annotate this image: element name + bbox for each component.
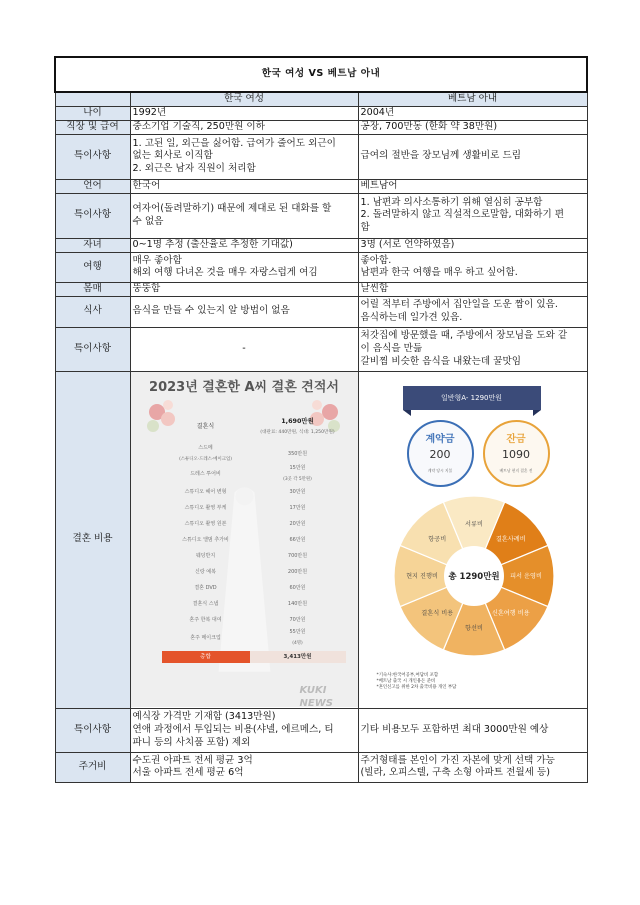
- estimate-item-amount: 66만원: [289, 536, 306, 543]
- text-line: 연애 과정에서 투입되는 비용(샤넬, 에르메스, 티: [132, 723, 334, 735]
- korean-children: 0~1명 추정 (출산율로 추정한 기대값): [130, 238, 358, 252]
- row-label-special4: 특이사항: [55, 708, 130, 752]
- row-label-job: 직장 및 급여: [55, 120, 130, 134]
- estimate-item-amount: 15만원: [289, 464, 306, 471]
- korean-travel: [130, 252, 358, 282]
- estimate-title: 2023년 결혼한 A씨 결혼 견적서: [149, 380, 339, 396]
- estimate-item-name: 스튜디오 촬영 원본: [184, 520, 227, 527]
- estimate-item-name: 스튜디오 앨범 추가비: [182, 536, 229, 543]
- banner-fold: [533, 410, 541, 416]
- estimate-item-label: [162, 518, 250, 531]
- pie-center-label: 총 1290만원: [447, 572, 500, 583]
- korean-meal: 음식을 만들 수 있는지 알 방법이 없음: [130, 296, 358, 327]
- pie-slice-label: 결혼사례비: [495, 536, 526, 544]
- text-line: 예식장 가격만 기재함 (3413만원): [132, 711, 276, 723]
- estimate-item-name: 결혼식 스냅: [192, 600, 219, 607]
- estimate-item-value: [250, 598, 346, 611]
- vietnam-special1: 급여의 절반을 장모님께 생활비로 드림: [358, 134, 587, 179]
- vietnam-special3: [358, 327, 587, 371]
- estimate-item-amount: 20만원: [289, 520, 306, 527]
- estimate-item-amount: 17만원: [289, 504, 306, 511]
- vietnam-age: 2004년: [358, 106, 587, 120]
- note-line: *베트남 출국 시 개인용돈 준비: [376, 679, 436, 685]
- text-line: 1. 남편과 의사소통하기 위해 열심히 공부함: [360, 196, 543, 208]
- estimate-item-label: [162, 468, 250, 481]
- comparison-table: [54, 56, 588, 783]
- vietnam-meal: [358, 296, 587, 327]
- pie-slice-label: 현지 진행비: [405, 573, 438, 581]
- estimate-item-label: [162, 550, 250, 563]
- banner-text: 일반형A- 1290만원: [440, 394, 502, 403]
- pie-slice-label: 서류비: [464, 521, 483, 529]
- note-line: *기숙사:한국어공부,여담비 포함: [376, 673, 439, 679]
- estimate-item-sub: (스튜디오·드레스·메이크업): [179, 457, 232, 463]
- estimate-item-value: [250, 518, 346, 531]
- column-header-vietnam: 베트남 아내: [358, 92, 587, 106]
- balance-sub: 베트남 현지 결혼 전: [499, 467, 533, 473]
- header-blank: [55, 92, 130, 106]
- text-line: 매우 좋아함: [132, 254, 182, 266]
- page-title: 한국 여성 VS 베트남 아내: [55, 57, 587, 92]
- text-line: 2. 외근은 남자 직원이 처리함: [132, 163, 256, 175]
- estimate-item-value: [250, 502, 346, 515]
- estimate-item-amount: 70만원: [289, 616, 306, 623]
- estimate-item-name: 스튜디오 촬영 부케: [184, 504, 227, 511]
- estimate-row: [162, 532, 346, 548]
- estimate-item-name: 스드메: [198, 444, 213, 451]
- text-line: 함: [360, 222, 370, 234]
- estimate-item-amount: 55만원: [289, 628, 306, 635]
- estimate-head-row: [162, 410, 346, 444]
- text-line: 어릴 적부터 주방에서 집안일을 도운 짬이 있음.: [360, 299, 558, 310]
- estimate-item-value: [250, 550, 346, 563]
- cost-pie-chart: [391, 493, 557, 659]
- text-line: 수 없음: [132, 215, 164, 227]
- text-line: 2. 돌려말하지 않고 직설적으로말함, 대화하기 편: [360, 209, 565, 221]
- row-label-children: 자녀: [55, 238, 130, 252]
- text-line: 수도권 아파트 전세 평균 3억: [132, 754, 253, 766]
- vietnam-body: 날씬함: [358, 282, 587, 296]
- estimate-row: [162, 564, 346, 580]
- pie-slice-label: 항공비: [427, 536, 446, 544]
- pie-notes: [377, 673, 457, 691]
- estimate-item-label: [162, 534, 250, 547]
- estimate-item-amount: 200만원: [287, 568, 308, 575]
- text-line: 갈비찜 비슷한 음식을 내왔는데 꿀맛임: [360, 355, 521, 367]
- text-line: 좋아함.: [360, 254, 392, 266]
- row-label-housing: 주거비: [55, 752, 130, 782]
- vietnam-special2: [358, 193, 587, 238]
- row-label-meal: 식사: [55, 296, 130, 327]
- estimate-row: [162, 464, 346, 484]
- estimate-item-note: (4명): [292, 641, 303, 647]
- estimate-item-value: [250, 566, 346, 579]
- estimate-item-name: 결혼 DVD: [194, 584, 217, 591]
- estimate-item-name: 드레스 투어비: [190, 470, 221, 477]
- deposit-circle: [407, 420, 474, 487]
- estimate-item-label: [162, 632, 250, 645]
- text-line: 이 음식을 만듦: [360, 342, 423, 354]
- vietnam-travel: [358, 252, 587, 282]
- korean-special3: -: [130, 327, 358, 371]
- estimate-item-amount: 30만원: [289, 488, 306, 495]
- estimate-item-label: [162, 502, 250, 515]
- row-label-special2: 특이사항: [55, 193, 130, 238]
- watermark: KUKI NEWS: [299, 685, 333, 708]
- text-line: 여자어(돌려말하기) 때문에 제대로 된 대화를 할: [132, 203, 332, 214]
- estimate-item-value: [250, 582, 346, 595]
- estimate-rows: [162, 444, 346, 648]
- vietnam-job: 공장, 700만동 (한화 약 38만원): [358, 120, 587, 134]
- text-line: 남편과 한국 여행을 매우 하고 싶어함.: [360, 267, 518, 279]
- estimate-item-label: [162, 582, 250, 595]
- row-label-special1: 특이사항: [55, 134, 130, 179]
- estimate-item-name: 혼주 한복 대여: [189, 616, 222, 623]
- estimate-row: [162, 596, 346, 612]
- row-label-wedding: 결혼 비용: [55, 371, 130, 708]
- vietnam-housing: [358, 752, 587, 782]
- text-line: 해외 여행 다녀온 것을 매우 자랑스럽게 여김: [132, 267, 318, 279]
- estimate-item-name: 스튜디오 헤어 변형: [184, 488, 227, 495]
- vietnam-special4: 기타 비용모두 포함하면 최대 3000만원 예상: [358, 708, 587, 752]
- estimate-item-amount: 60만원: [289, 584, 306, 591]
- estimate-row: [162, 516, 346, 532]
- estimate-item-label: [162, 598, 250, 611]
- text-line: 음식하는데 일가견 있음.: [360, 311, 463, 323]
- estimate-item-name: 혼주 메이크업: [190, 634, 221, 641]
- korean-housing: [130, 752, 358, 782]
- estimate-row: [162, 580, 346, 596]
- estimate-total-value: 3,413만원: [250, 651, 346, 663]
- estimate-row: [162, 548, 346, 564]
- estimate-row: [162, 500, 346, 516]
- row-label-body: 몸매: [55, 282, 130, 296]
- estimate-row: [162, 628, 346, 648]
- vietnam-language: 베트남어: [358, 179, 587, 193]
- banner-fold: [403, 410, 411, 416]
- vietnam-children: 3명 (서로 언약하였음): [358, 238, 587, 252]
- text-line: 서울 아파트 전세 평균 6억: [132, 767, 244, 779]
- text-line: 1. 고된 일, 외근을 싫어함. 급여가 줄어도 외근이: [132, 137, 336, 149]
- row-label-age: 나이: [55, 106, 130, 120]
- korean-language: 한국어: [130, 179, 358, 193]
- estimate-item-amount: 700만원: [287, 552, 308, 559]
- estimate-item-note: (3곳 각 5만원): [283, 477, 312, 483]
- korean-body: 뚱뚱함: [130, 282, 358, 296]
- deposit-sub: 계약 당시 지불: [427, 467, 453, 473]
- korean-special1: [130, 134, 358, 179]
- estimate-item-amount: 350만원: [287, 450, 308, 457]
- deposit-value: 200: [429, 448, 451, 462]
- estimate-item-value: [250, 534, 346, 547]
- note-line: *혼인신고를 위한 2차 출국비용 개인 부담: [376, 685, 457, 691]
- korean-special2: [130, 193, 358, 238]
- korean-special4: [130, 708, 358, 752]
- estimate-item-name: 신랑 예복: [195, 568, 216, 575]
- pie-slice-label: 신혼여행 비용: [491, 610, 530, 618]
- korean-job: 중소기업 기술직, 250만원 이하: [130, 120, 358, 134]
- text-line: 주거형태를 본인이 가진 자본에 맞게 선택 가능: [360, 754, 555, 766]
- wedding-estimate-image: [130, 371, 358, 708]
- row-label-special3: 특이사항: [55, 327, 130, 371]
- pie-slice-label: 항선비: [464, 625, 483, 633]
- estimate-list: [162, 410, 346, 663]
- estimate-head-sub: (대관료: 440만원, 식대: 1,250만원): [260, 430, 335, 436]
- balance-circle: [483, 420, 550, 487]
- estimate-item-value: [250, 448, 346, 461]
- text-line: 처갓집에 방문했을 때, 주방에서 장모님을 도와 같: [360, 330, 568, 342]
- estimate-total-label: 총합: [162, 651, 250, 663]
- text-line: (빌라, 오피스텔, 구축 소형 아파트 전월세 등): [360, 767, 550, 779]
- estimate-item-value: [250, 626, 346, 652]
- deposit-title: 계약금: [425, 434, 455, 446]
- wedding-pie-image: [358, 371, 587, 708]
- text-line: 파니 등의 사치품 포함) 제외: [132, 736, 251, 748]
- korean-age: 1992년: [130, 106, 358, 120]
- estimate-total-row: [162, 651, 346, 663]
- row-label-travel: 여행: [55, 252, 130, 282]
- balance-value: 1090: [502, 448, 530, 462]
- pie-slice-label: 피서 운영비: [509, 573, 542, 581]
- estimate-head-label: 결혼식: [196, 422, 215, 430]
- estimate-item-label: [162, 566, 250, 579]
- plan-banner: [403, 386, 541, 410]
- balance-title: 잔금: [506, 434, 526, 446]
- column-header-korean: 한국 여성: [130, 92, 358, 106]
- text-line: 없는 회사로 이직함: [132, 150, 213, 162]
- estimate-item-value: [250, 462, 346, 488]
- estimate-item-label: [162, 614, 250, 627]
- estimate-head-value-box: [250, 415, 346, 441]
- estimate-head-value: 1,690만원: [281, 416, 314, 425]
- pie-slice-label: 결혼식 비용: [420, 610, 453, 618]
- estimate-row: [162, 484, 346, 500]
- estimate-item-name: 웨딩반지: [195, 552, 216, 559]
- estimate-item-amount: 140만원: [287, 600, 308, 607]
- estimate-item-label: [162, 442, 250, 468]
- row-label-language: 언어: [55, 179, 130, 193]
- estimate-item-value: [250, 486, 346, 499]
- estimate-item-label: [162, 486, 250, 499]
